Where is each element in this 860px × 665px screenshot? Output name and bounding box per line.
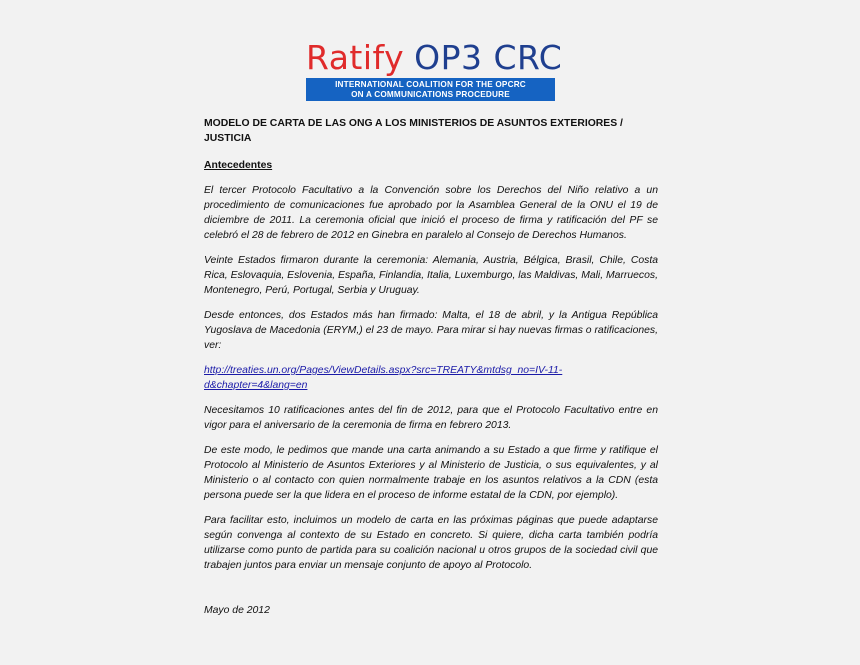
ratify-op3-crc-logo xyxy=(306,38,563,101)
document-date: Mayo de 2012 xyxy=(204,605,270,616)
paragraph-1: El tercer Protocolo Facultativo a la Convención sobre los Derechos del Niño relativo a un procedimiento de comunicaciones fue aprobado por la Asamblea General de la ONU el 19 de diciembre de 2011. La ceremonia oficial que inició el proceso de firma y ratificación del PF se celebró el 28 de febrero de 2012 en Ginebra en paralelo al Consejo de Derechos Humanos. xyxy=(204,185,658,241)
logo-band-line2: ON A COMMUNICATIONS PROCEDURE xyxy=(351,90,510,99)
logo-wordmark xyxy=(306,38,563,78)
logo-band xyxy=(306,78,555,101)
document-title: MODELO DE CARTA DE LAS ONG A LOS MINISTERIOS DE ASUNTOS EXTERIORES / JUSTICIA xyxy=(204,118,623,144)
document-body xyxy=(204,116,658,618)
logo-word-ratify: Ratify xyxy=(306,38,405,77)
logo-band-line1: INTERNATIONAL COALITION FOR THE OPCRC xyxy=(335,80,526,89)
section-heading-antecedentes: Antecedentes xyxy=(204,160,273,171)
treaty-link-paragraph xyxy=(204,363,658,393)
paragraph-2: Veinte Estados firmaron durante la ceremonia: Alemania, Austria, Bélgica, Brasil, Chile, Costa Rica, Eslovaquia, Eslovenia, España, Finlandia, Italia, Luxemburgo, las Maldivas, Mali, Marruecos, Montenegro, Perú, Portugal, Serbia y Uruguay. xyxy=(204,255,658,296)
logo-word-op3crc: OP3 CRC xyxy=(414,38,563,77)
paragraph-3: Desde entonces, dos Estados más han firmado: Malta, el 18 de abril, y la Antigua República Yugoslava de Macedonia (ERYM,) el 23 de mayo. Para mirar si hay nuevas firmas o ratificaciones, ver: xyxy=(204,310,658,351)
treaty-link[interactable]: http://treaties.un.org/Pages/ViewDetails.aspx?src=TREATY&mtdsg_no=IV-11-d&chapter=4&lang=en xyxy=(204,365,563,391)
paragraph-6: Para facilitar esto, incluimos un modelo de carta en las próximas páginas que puede adaptarse según convenga al contexto de su Estado en concreto. Si quiere, dicha carta también podría utilizarse como punto de partida para su coalición nacional u otros grupos de la sociedad civil que trabajen juntos para enviar un mensaje conjunto de apoyo al Protocolo. xyxy=(204,515,658,571)
paragraph-5: De este modo, le pedimos que mande una carta animando a su Estado a que firme y ratifique el Protocolo al Ministerio de Asuntos Exteriores y al Ministerio de Justicia, o sus equivalentes, y al Ministerio o al contacto con quien normalmente trabaje en los asuntos relativos a la CDN (esta persona puede ser la que lidera en el proceso de informe estatal de la CDN, por ejemplo). xyxy=(204,445,658,501)
paragraph-4: Necesitamos 10 ratificaciones antes del fin de 2012, para que el Protocolo Facultativo entre en vigor para el aniversario de la ceremonia de firma en febrero 2013. xyxy=(204,405,658,431)
